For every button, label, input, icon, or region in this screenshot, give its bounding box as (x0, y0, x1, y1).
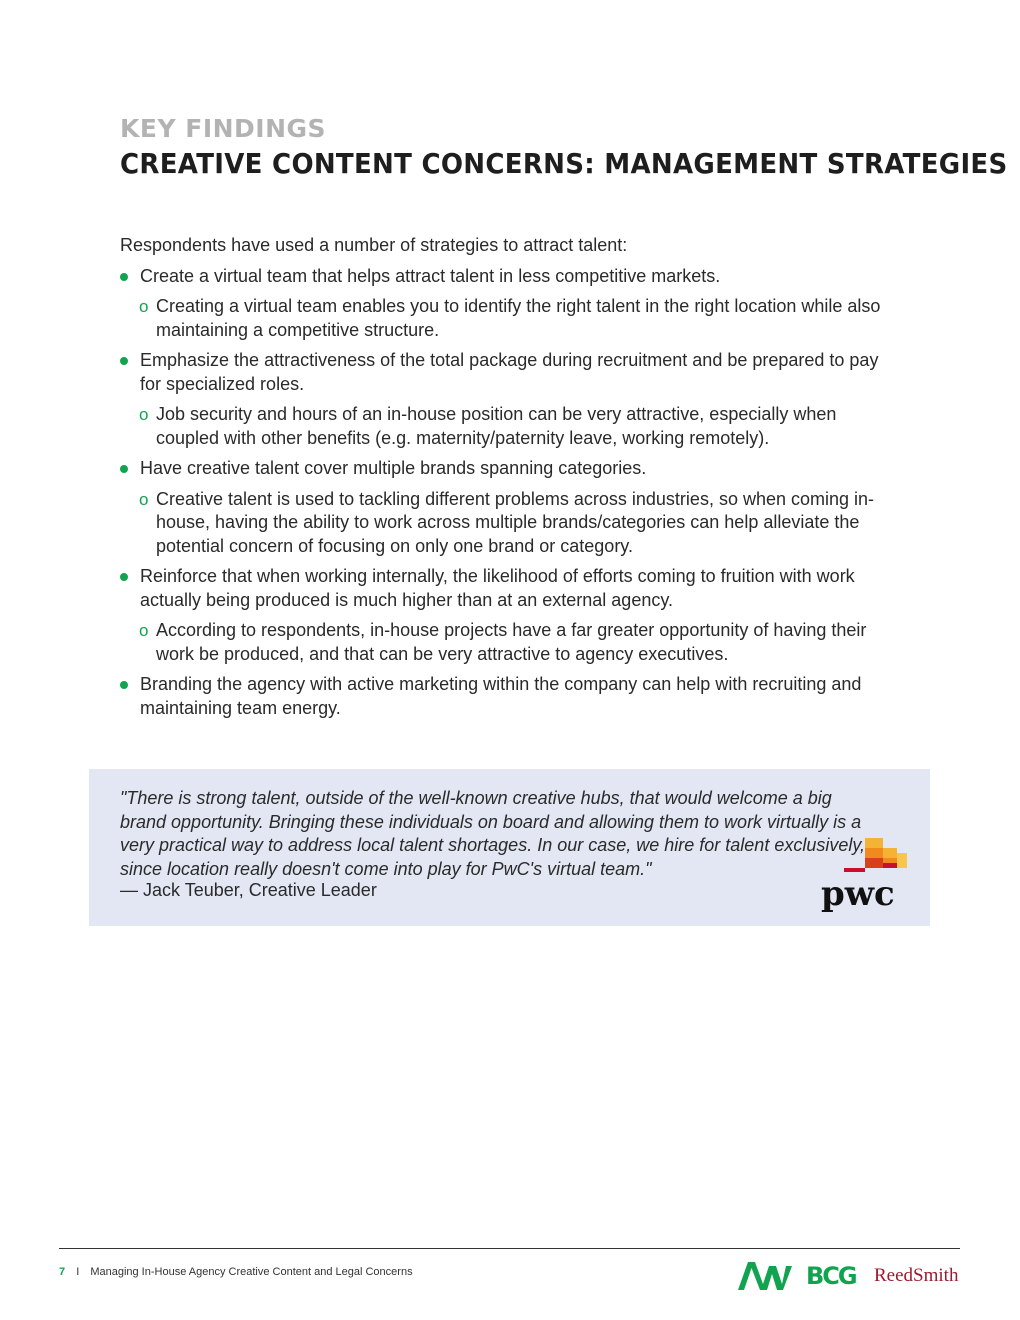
sub-bullet-icon: o (139, 297, 149, 316)
quote-callout (89, 769, 930, 926)
page-number: 7 (59, 1266, 66, 1278)
list-item (120, 265, 900, 289)
sub-list-item (120, 619, 900, 666)
list-item (120, 349, 900, 396)
list-item (120, 673, 900, 720)
sub-list-item-text: Creative talent is used to tackling different problems across industries, so when coming in-house, having the ability to work across multiple brands/categories can help alleviate the potential concern of focusing on only one brand or category. (156, 488, 875, 556)
intro-paragraph: Respondents have used a number of strategies to attract talent: (120, 235, 628, 255)
list-item-text: Have creative talent cover multiple brands spanning categories. (140, 458, 647, 478)
section-kicker: KEY FINDINGS (120, 114, 327, 143)
sub-bullet-icon: o (139, 621, 149, 640)
ana-logo-text: ANA (763, 1288, 772, 1293)
list-item-text: Reinforce that when working internally, the likelihood of efforts coming to fruition with work actually being produced is much higher than at an external agency. (140, 566, 855, 610)
list-item (120, 457, 900, 481)
quote-text: "There is strong talent, outside of the well-known creative hubs, that would welcome a big brand opportunity. Bringing these individuals on board and allowing them to work virtually is a very practical way to address local talent shortages. In our case, we hire for talent exclusively, since location really doesn't come into play for PwC's virtual team." (120, 788, 866, 879)
sub-list-item (120, 403, 900, 450)
bcg-logo-icon: BCG (806, 1262, 856, 1290)
list-item-text: Create a virtual team that helps attract talent in less competitive markets. (140, 265, 721, 286)
bullet-icon (120, 465, 128, 473)
bullet-icon (120, 573, 128, 581)
bullet-icon (120, 357, 128, 365)
list-item (120, 565, 900, 612)
sub-bullet-icon: o (139, 489, 149, 509)
page-header (120, 112, 1020, 182)
reedsmith-logo-icon: ReedSmith (874, 1265, 959, 1286)
list-item-text: Branding the agency with active marketing within the company can help with recruiting and maintaining team energy. (140, 674, 862, 718)
footer-doc-title: Managing In-House Agency Creative Content and Legal Concerns (90, 1266, 413, 1278)
sub-bullet-icon: o (139, 405, 149, 424)
pwc-wordmark: pwc (821, 874, 895, 914)
footer-separator: I (76, 1266, 80, 1278)
ana-logo-icon (738, 1262, 792, 1293)
bullet-icon (120, 681, 128, 689)
pwc-logo-icon (819, 835, 919, 915)
page-title: CREATIVE CONTENT CONCERNS: MANAGEMENT STRATEGIES (120, 147, 1008, 180)
page-footer (59, 1266, 413, 1278)
body-text (120, 234, 900, 727)
list-item-text: Emphasize the attractiveness of the total package during recruitment and be prepared to pay for specialized roles. (140, 350, 879, 394)
sub-list-item-text: Creating a virtual team enables you to identify the right talent in the right location while also maintaining a competitive structure. (156, 296, 881, 340)
sub-list-item-text: According to respondents, in-house projects have a far greater opportunity of having their work be produced, and that can be very attractive to agency executives. (156, 620, 867, 664)
quote-attribution: — Jack Teuber, Creative Leader (120, 880, 377, 900)
sub-list-item (120, 295, 900, 342)
partner-logos (736, 1257, 966, 1293)
bullet-icon (120, 273, 128, 281)
sub-list-item-text: Job security and hours of an in-house position can be very attractive, especially when coupled with other benefits (e.g. maternity/paternity leave, working remotely). (156, 404, 837, 448)
footer-divider (59, 1248, 960, 1249)
sub-list-item (120, 488, 900, 559)
